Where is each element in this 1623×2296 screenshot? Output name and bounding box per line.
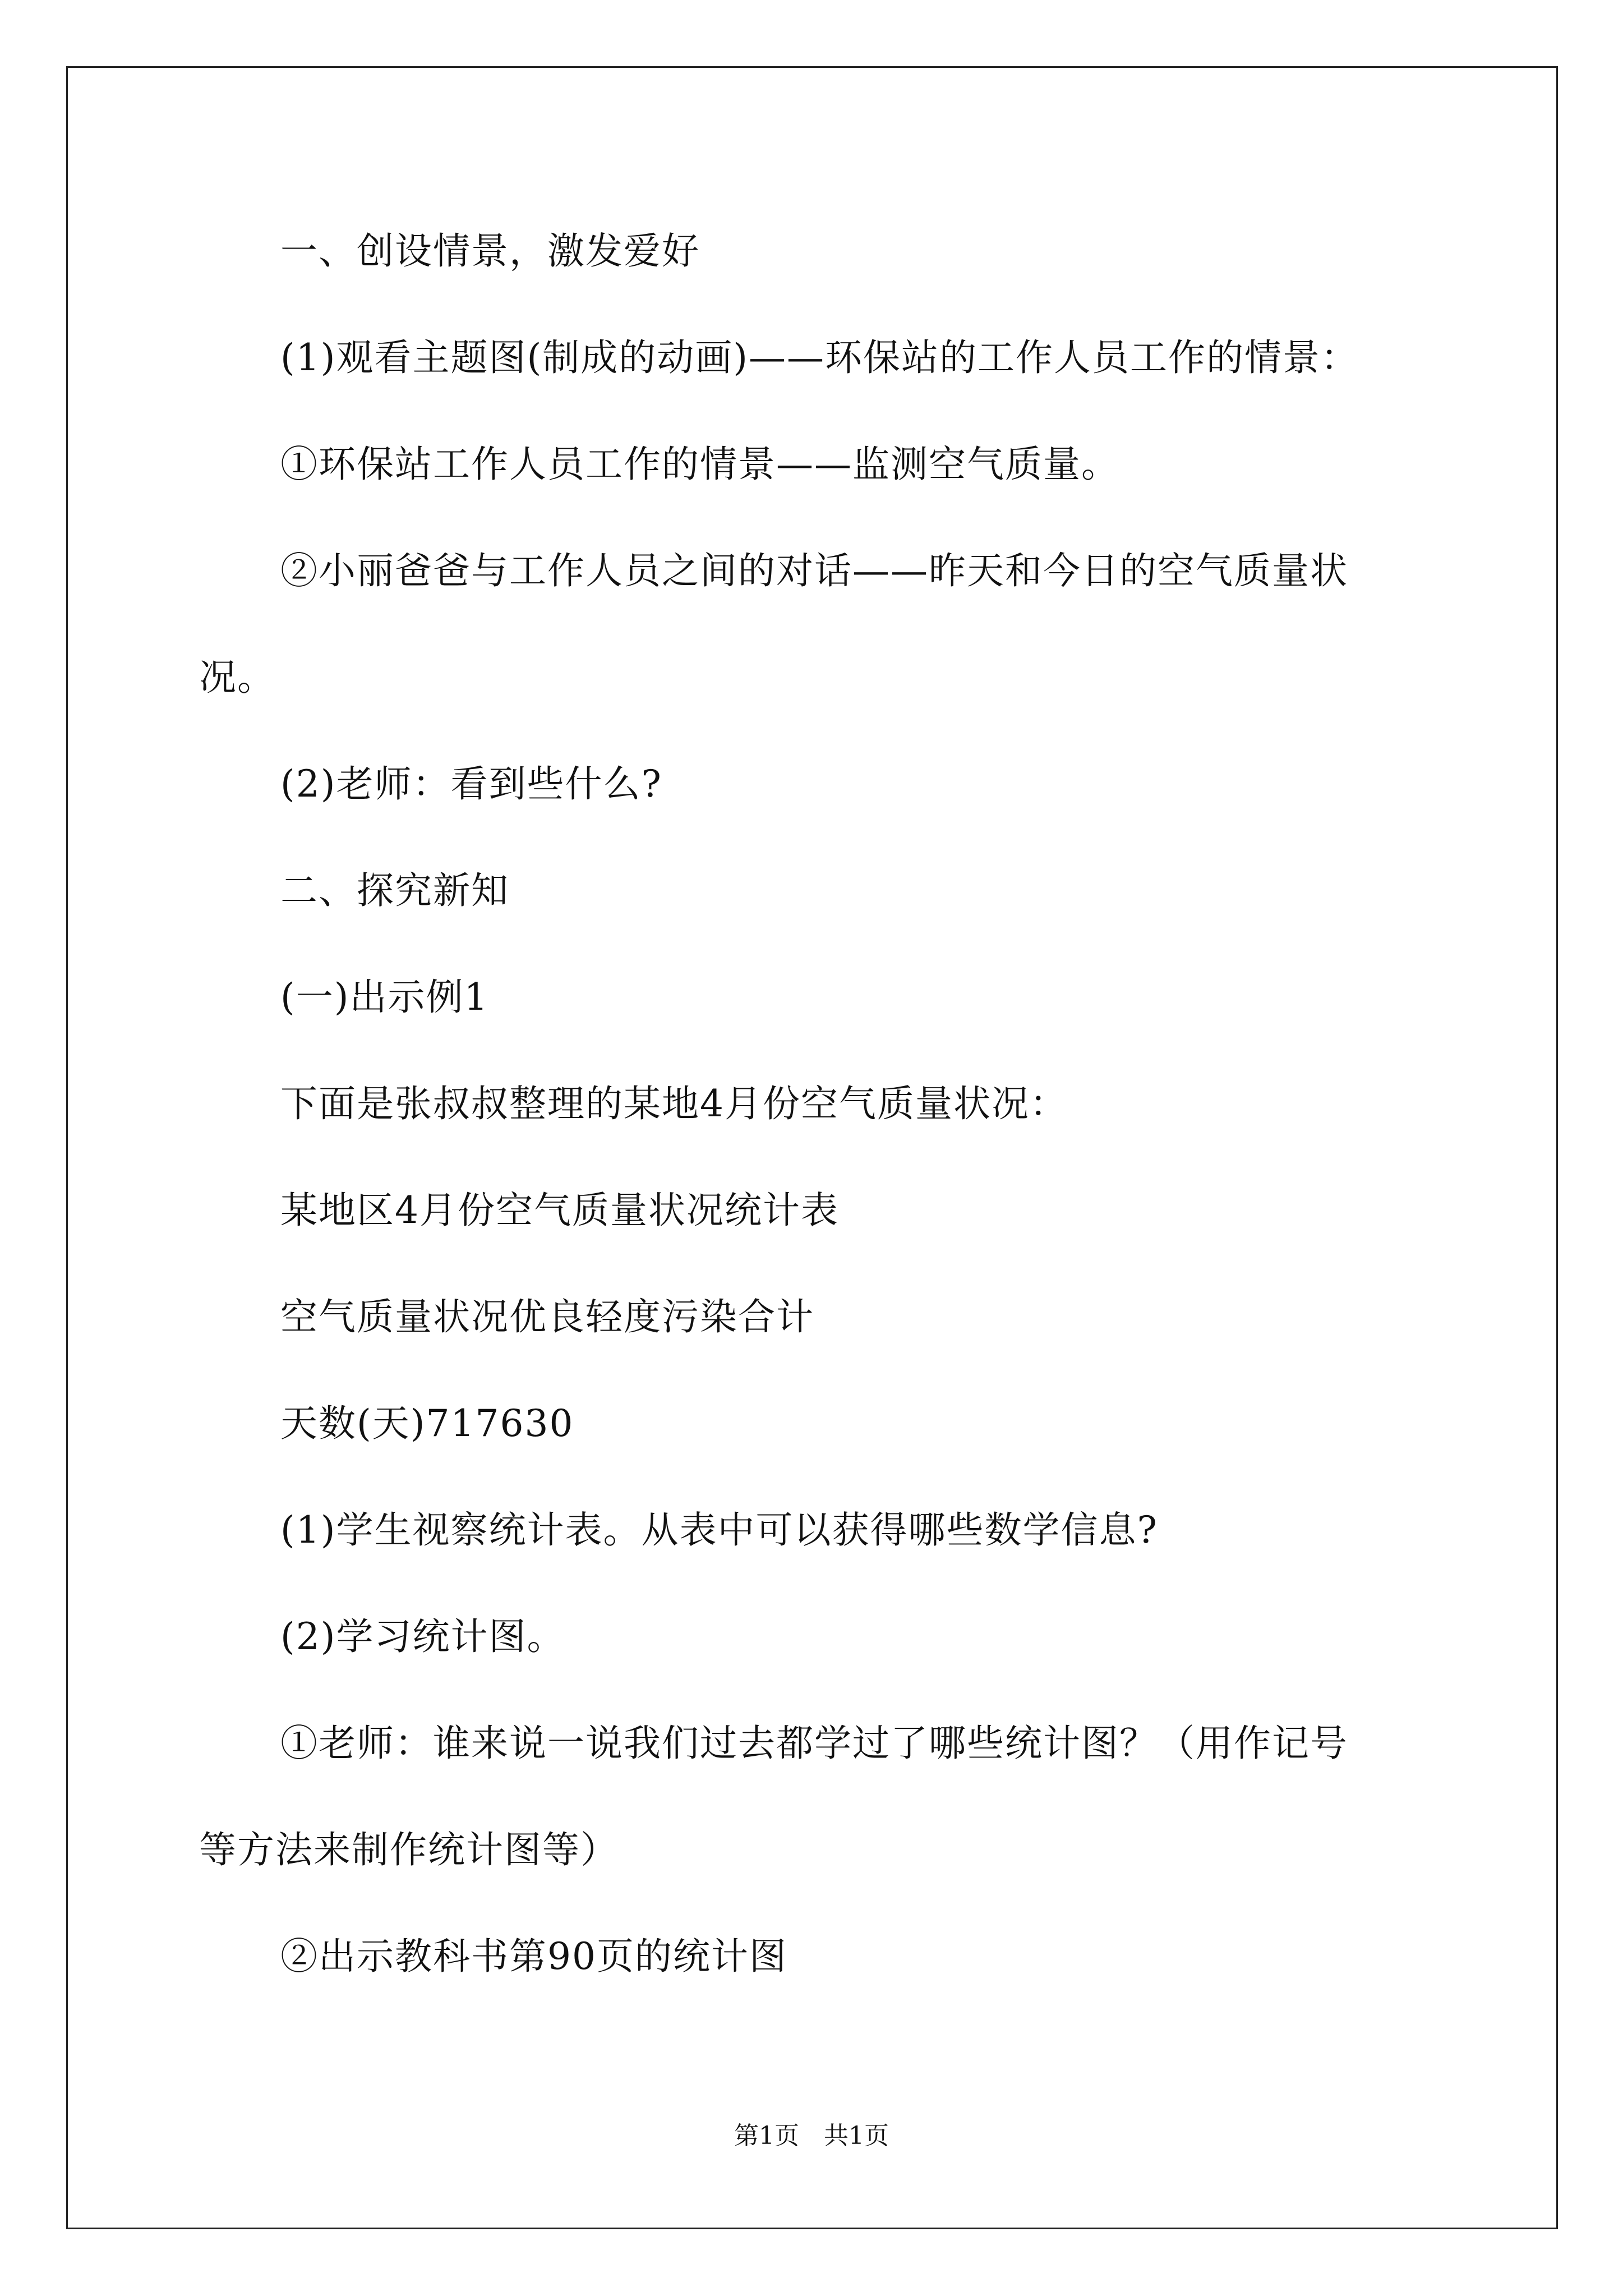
heading-explore: 二、探究新知 (280, 869, 509, 912)
paragraph-learn-chart: (2)学习统计图。 (280, 1615, 565, 1658)
paragraph-3-continued: 况。 (199, 656, 275, 699)
paragraph-1: (1)观看主题图(制成的动画)——环保站的工作人员工作的情景： (280, 336, 1359, 379)
paragraph-3: ②小丽爸爸与工作人员之间的对话——昨天和今日的空气质量状 (280, 549, 1348, 592)
table-header-row: 空气质量状况优良轻度污染合计 (280, 1295, 814, 1338)
paragraph-4: (2)老师：看到些什么? (280, 762, 662, 806)
heading-create-scene: 一、创设情景，激发爱好 (280, 229, 700, 273)
paragraph-2: ①环保站工作人员工作的情景——监测空气质量。 (280, 443, 1119, 486)
paragraph-intro: 下面是张叔叔整理的某地4月份空气质量状况： (280, 1082, 1068, 1125)
table-title: 某地区4月份空气质量状况统计表 (280, 1189, 839, 1232)
paragraph-show-textbook: ②出示教科书第90页的统计图 (280, 1935, 787, 1978)
paragraph-observe: (1)学生视察统计表。从表中可以获得哪些数学信息? (280, 1508, 1158, 1552)
page-border (66, 66, 1558, 2229)
paragraph-example: (一)出示例1 (280, 976, 489, 1019)
table-data-row: 天数(天)717630 (280, 1402, 574, 1445)
page-footer: 第1页 共1页 (734, 2122, 889, 2150)
paragraph-teacher-question: ①老师：谁来说一说我们过去都学过了哪些统计图？（用作记号 (280, 1722, 1348, 1765)
paragraph-teacher-question-continued: 等方法来制作统计图等） (199, 1828, 619, 1871)
